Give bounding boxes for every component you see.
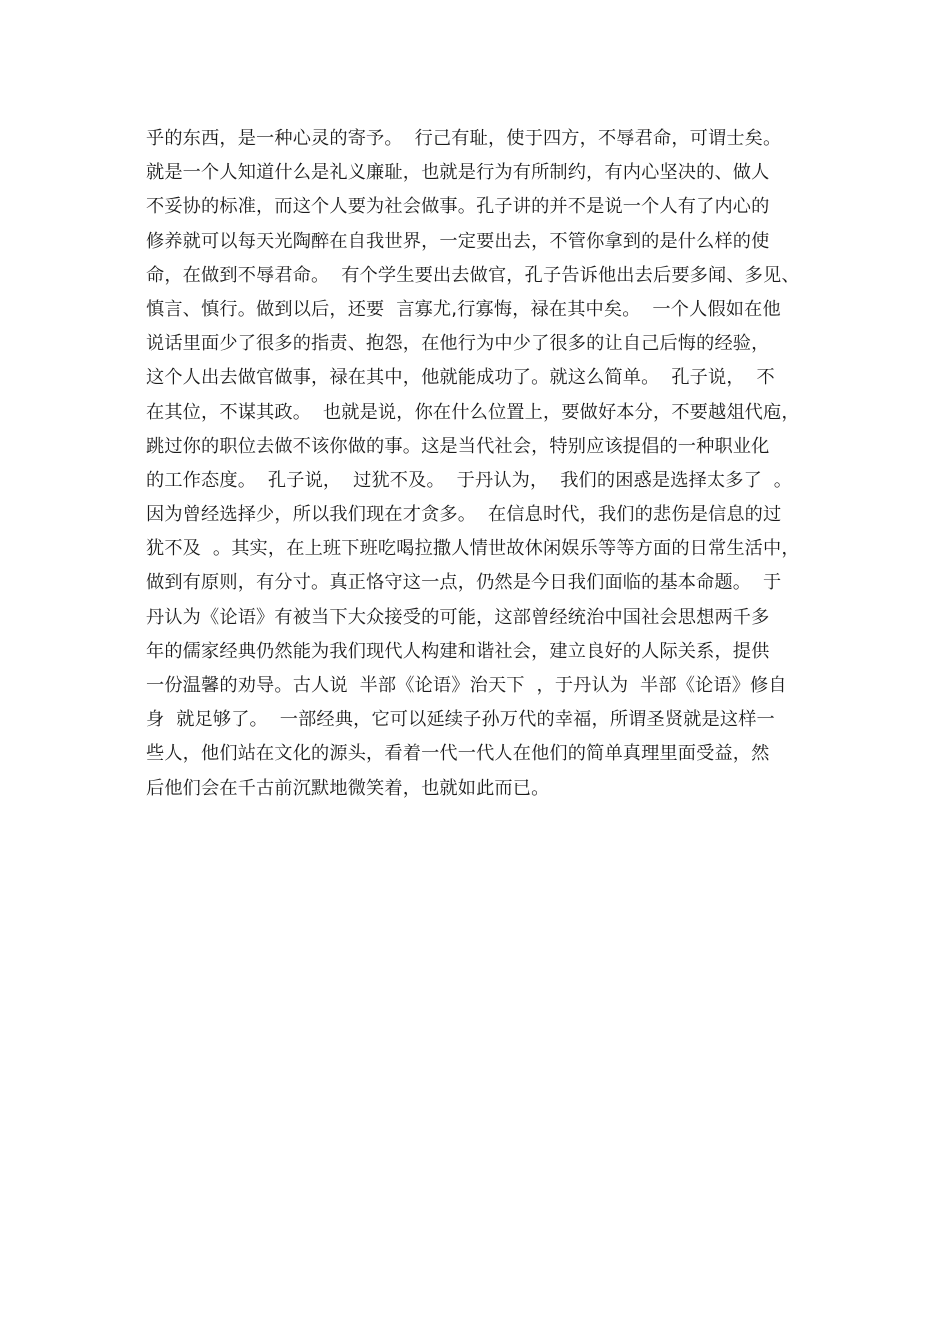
text-line-6: 慎言、慎行。做到以后，还要 言寡尤,行寡悔，禄在其中矣。 一个人假如在他: [146, 298, 781, 320]
text-line-7: 说话里面少了很多的指责、抱怨，在他行为中少了很多的让自己后悔的经验，: [146, 333, 770, 355]
text-line-8: 这个人出去做官做事，禄在其中，他就能成功了。就这么简单。 孔子说， 不: [146, 367, 775, 389]
text-line-18: 身 就足够了。 一部经典，它可以延续子孙万代的幸福，所谓圣贤就是这样一: [146, 709, 775, 731]
text-line-1: 乎的东西，是一种心灵的寄予。 行己有耻，使于四方，不辱君命，可谓士矣。: [146, 128, 782, 149]
text-line-13: 犹不及 。其实，在上班下班吃喝拉撒人情世故休闲娱乐等等方面的日常生活中，: [146, 538, 800, 560]
text-line-10: 跳过你的职位去做不该你做的事。这是当代社会，特别应该提倡的一种职业化: [146, 435, 770, 457]
text-line-19: 些人，他们站在文化的源头，看着一代一代人在他们的简单真理里面受益，然: [146, 743, 770, 765]
text-line-11: 的工作态度。 孔子说， 过犹不及。 于丹认为， 我们的困惑是选择太多了 。: [146, 469, 793, 491]
text-line-9: 在其位，不谋其政。 也就是说，你在什么位置上，要做好本分，不要越俎代庖，: [146, 401, 800, 423]
text-line-14: 做到有原则，有分寸。真正恪守这一点，仍然是今日我们面临的基本命题。 于: [146, 572, 782, 594]
text-line-4: 修养就可以每天光陶醉在自我世界，一定要出去，不管你拿到的是什么样的使: [146, 230, 770, 252]
text-line-17: 一份温馨的劝导。古人说 半部《论语》治天下 ，于丹认为 半部《论语》修自: [146, 675, 787, 696]
text-line-15: 丹认为《论语》有被当下大众接受的可能，这部曾经统治中国社会思想两千多: [146, 606, 770, 628]
text-line-3: 不妥协的标准，而这个人要为社会做事。孔子讲的并不是说一个人有了内心的: [146, 196, 770, 218]
text-line-20: 后他们会在千古前沉默地微笑着，也就如此而已。: [146, 777, 550, 799]
text-line-5: 命，在做到不辱君命。 有个学生要出去做官，孔子告诉他出去后要多闻、多见、: [146, 264, 800, 286]
text-line-12: 因为曾经选择少，所以我们现在才贪多。 在信息时代，我们的悲伤是信息的过: [146, 504, 782, 526]
text-line-16: 年的儒家经典仍然能为我们现代人构建和谐社会，建立良好的人际关系，提供: [146, 640, 770, 662]
text-line-2: 就是一个人知道什么是礼义廉耻，也就是行为有所制约，有内心坚决的、做人: [146, 162, 770, 184]
body-paragraph: [146, 122, 836, 806]
